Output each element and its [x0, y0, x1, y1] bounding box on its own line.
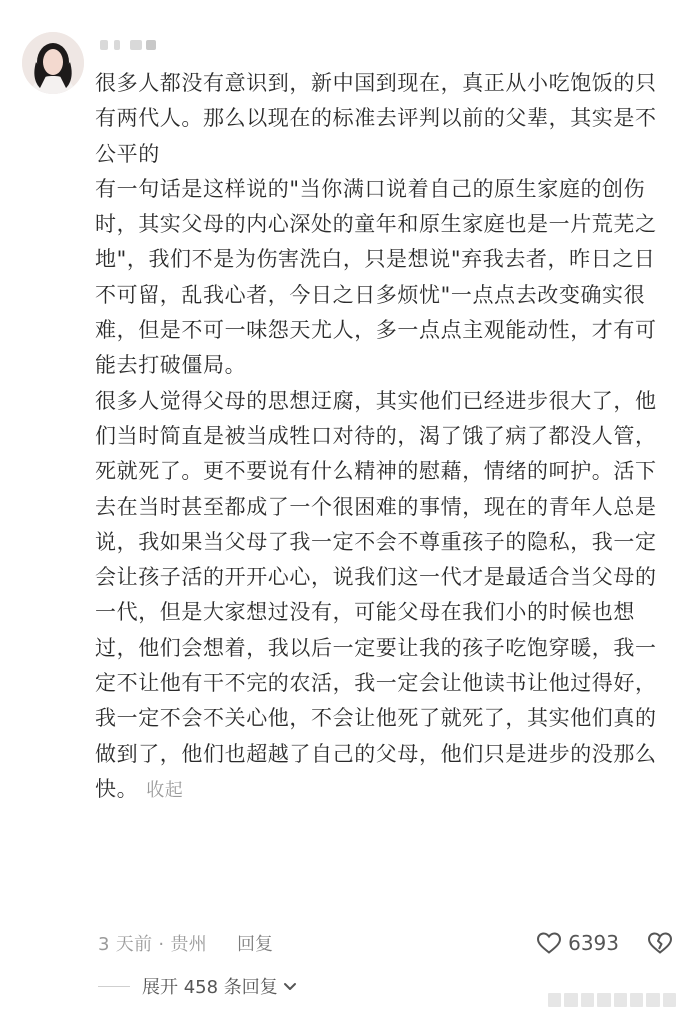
comment-paragraph-3 [95, 384, 675, 809]
comment-meta [98, 925, 673, 961]
like-button[interactable] [536, 931, 619, 955]
comment-paragraph-2: 有一句话是这样说的"当你满口说着自己的原生家庭的创伤时，其实父母的内心深处的童年和原生家庭也是一片荒芜之地"，我们不是为伤害洗白，只是想说"弃我去者，昨日之日不可留，乱我心者，今日之日多烦忧"一点点去改变确实很难，但是不可一味怨天尤人，多一点点主观能动性，才有可能去打破僵局。 [95, 176, 657, 378]
broken-heart-icon [647, 931, 673, 955]
heart-outline-icon [536, 931, 562, 955]
comment-paragraph-3-text: 很多人觉得父母的思想迂腐，其实他们已经进步很大了，他们当时简直是被当成牲口对待的，渴了饿了病了都没人管，死就死了。更不要说有什么精神的慰藉，情绪的呵护。活下去在当时甚至都成了一个很困难的事情，现在的青年人总是说，我如果当父母了我一定不会不尊重孩子的隐私，我一定会让孩子活的开开心心，说我们这一代才是最适合当父母的一代，但是大家想过没有，可能父母在我们小的时候也想过，他们会想着，我以后一定要让我的孩子吃饱穿暖，我一定不让他有干不完的农活，我一定会让他读书让他过得好，我一定不会不关心他，不会让他死了就死了，其实他们真的做到了，他们也超越了自己的父母，他们只是进步的没那么快。 [95, 388, 657, 801]
expand-replies[interactable] [98, 970, 298, 1002]
like-count: 6393 [568, 931, 619, 955]
comment-body [95, 66, 675, 808]
comment-paragraph-1: 很多人都没有意识到，新中国到现在，真正从小吃饱饭的只有两代人。那么以现在的标准去评判以前的父辈，其实是不公平的 [95, 71, 657, 166]
reply-button[interactable]: 回复 [237, 934, 274, 955]
time-location: 3 天前 · 贵州 [98, 934, 208, 955]
username-redacted[interactable] [100, 38, 160, 52]
dislike-button[interactable] [647, 931, 673, 955]
watermark-redacted [548, 993, 676, 1007]
divider-line [98, 986, 130, 987]
chevron-down-icon [282, 978, 298, 994]
collapse-link[interactable]: 收起 [146, 779, 184, 801]
avatar-image [22, 32, 84, 94]
avatar[interactable] [22, 32, 84, 94]
expand-replies-label: 展开 458 条回复 [142, 977, 278, 998]
